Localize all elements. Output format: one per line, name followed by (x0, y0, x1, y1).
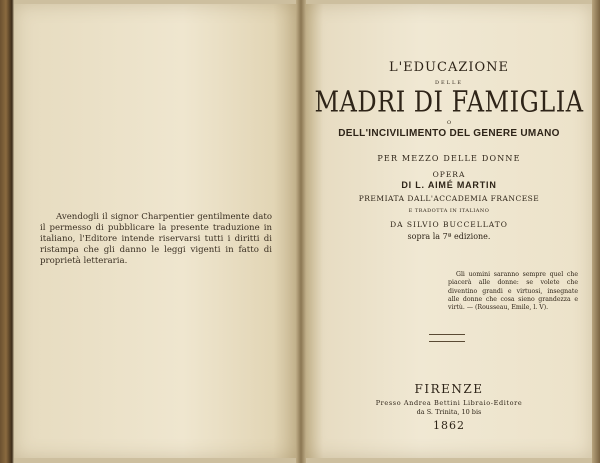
work-label: OPERA (432, 170, 466, 179)
author: DI L. AIMÉ MARTIN (401, 180, 497, 190)
award: PREMIATA DALL'ACCADEMIA FRANCESE (358, 194, 540, 203)
city: FIRENZE (414, 382, 484, 396)
address: da S. Trinita, 10 bis (416, 408, 482, 416)
subtitle: DELL'INCIVILIMENTO DEL GENERE UMANO (338, 128, 560, 139)
title-line-2: DELLE (435, 80, 463, 86)
edition: sopra la 7ª edizione. (407, 232, 491, 241)
translator: DA SILVIO BUCCELLATO (390, 220, 508, 229)
ornament-rule (429, 334, 465, 342)
copyright-note: Avendogli il signor Charpentier gentilmente dato il permesso di pubblicare la presente traduzione in italiano, l'Editore intende riservarsi tutti i diritti di ristampa che gli danno le leggi vigenti in fatto di proprietà letteraria. (40, 212, 272, 266)
subtitle-line-2: PER MEZZO DELLE DONNE (377, 154, 521, 163)
page-edge (592, 0, 600, 463)
publisher: Presso Andrea Bettini Libraio-Editore (375, 399, 523, 407)
main-title: MADRI DI FAMIGLIA (314, 85, 584, 119)
year: 1862 (433, 419, 465, 432)
translated-label: E TRADOTTA IN ITALIANO (408, 208, 490, 214)
title-conjunction: O (446, 120, 452, 126)
title-line-1: L'EDUCAZIONE (388, 60, 510, 75)
book-gutter (296, 0, 306, 463)
epigraph-quote: Gli uomini saranno sempre quel che piacerà alle donne: se volete che diventino grandi e virtuosi, insegnate alle donne che cosa sieno grandezza e virtù. — (Rousseau, Emile, l. V). (448, 271, 578, 312)
